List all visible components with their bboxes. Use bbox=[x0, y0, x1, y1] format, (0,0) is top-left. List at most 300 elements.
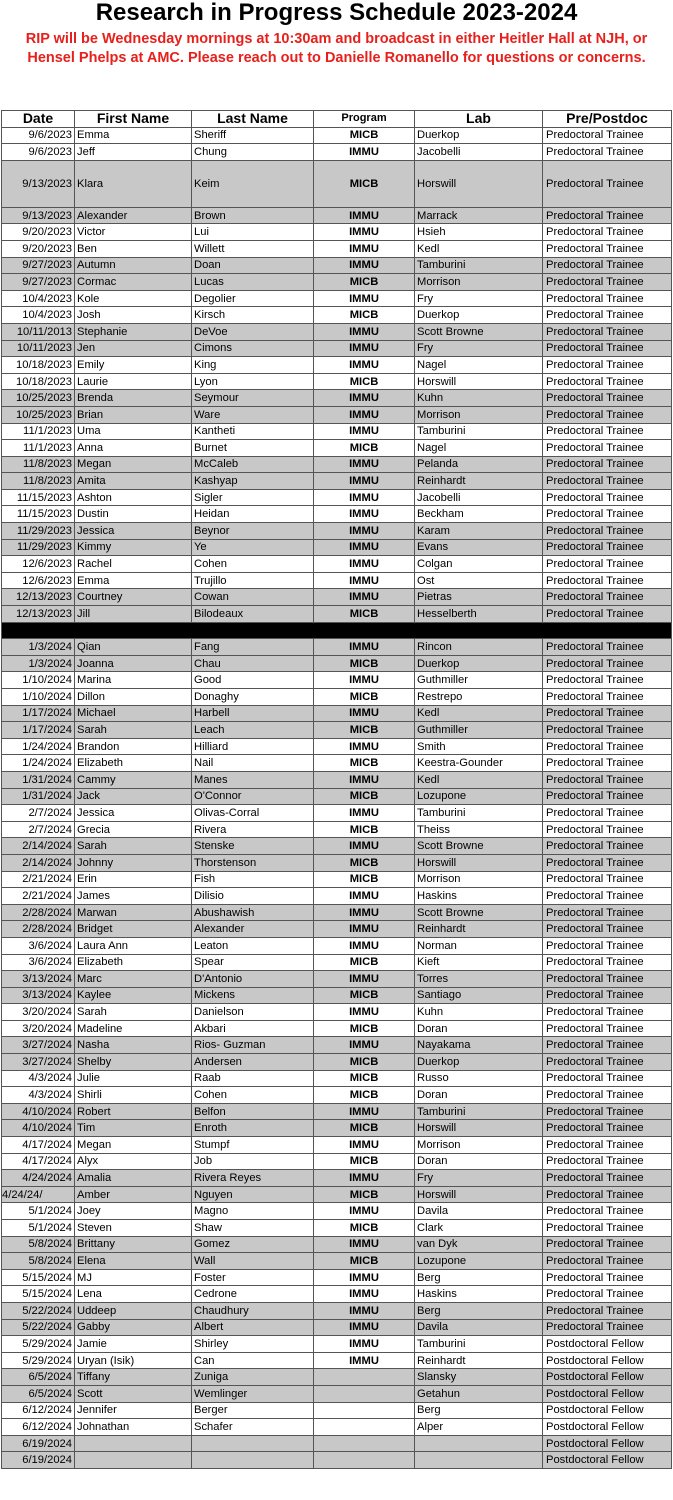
cell-last: Heidan bbox=[192, 506, 314, 523]
cell-lab: Doran bbox=[415, 1087, 543, 1104]
table-row bbox=[2, 639, 672, 656]
cell-program: IMMU bbox=[314, 705, 415, 722]
cell-first: Gabby bbox=[75, 1319, 192, 1336]
cell-lab: Pietras bbox=[415, 589, 543, 606]
table-row bbox=[2, 1120, 672, 1137]
table-row bbox=[2, 971, 672, 988]
cell-lab: Tamburini bbox=[415, 1336, 543, 1353]
cell-first: Megan bbox=[75, 1137, 192, 1154]
cell-first: Tim bbox=[75, 1120, 192, 1137]
cell-lab: Morrison bbox=[415, 274, 543, 291]
table-row bbox=[2, 689, 672, 706]
cell-last: Spear bbox=[192, 954, 314, 971]
cell-first: Jamie bbox=[75, 1336, 192, 1353]
cell-lab: Scott Browne bbox=[415, 323, 543, 340]
cell-last: Zuniga bbox=[192, 1369, 314, 1386]
cell-lab: Smith bbox=[415, 738, 543, 755]
cell-last: King bbox=[192, 357, 314, 374]
cell-last: Fish bbox=[192, 871, 314, 888]
cell-program bbox=[314, 1435, 415, 1452]
cell-program: IMMU bbox=[314, 672, 415, 689]
cell-lab: Beckham bbox=[415, 506, 543, 523]
cell-pre-postdoc: Predoctoral Trainee bbox=[543, 1153, 672, 1170]
cell-last: DeVoe bbox=[192, 323, 314, 340]
table-row bbox=[2, 805, 672, 822]
cell-lab: Reinhardt bbox=[415, 1352, 543, 1369]
cell-lab: Horswill bbox=[415, 1186, 543, 1203]
cell-program: IMMU bbox=[314, 323, 415, 340]
cell-program: MICB bbox=[314, 1020, 415, 1037]
table-row bbox=[2, 788, 672, 805]
cell-last: Manes bbox=[192, 771, 314, 788]
table-row bbox=[2, 1253, 672, 1270]
cell-lab: Nayakama bbox=[415, 1037, 543, 1054]
cell-first: Sarah bbox=[75, 1004, 192, 1021]
cell-lab: Colgan bbox=[415, 556, 543, 573]
cell-last: Gomez bbox=[192, 1236, 314, 1253]
cell-lab: Pelanda bbox=[415, 456, 543, 473]
cell-date: 3/20/2024 bbox=[2, 1004, 75, 1021]
cell-program: IMMU bbox=[314, 1269, 415, 1286]
cell-last: Rivera bbox=[192, 821, 314, 838]
cell-date: 9/6/2023 bbox=[2, 144, 75, 161]
cell-first: Emma bbox=[75, 127, 192, 144]
cell-first: Shirli bbox=[75, 1087, 192, 1104]
cell-first: Laurie bbox=[75, 373, 192, 390]
cell-lab: Horswill bbox=[415, 373, 543, 390]
cell-first: Johnathan bbox=[75, 1419, 192, 1436]
cell-program: MICB bbox=[314, 655, 415, 672]
cell-pre-postdoc: Postdoctoral Fellow bbox=[543, 1369, 672, 1386]
cell-last: O'Connor bbox=[192, 788, 314, 805]
cell-first: Erin bbox=[75, 871, 192, 888]
cell-lab: Lozupone bbox=[415, 788, 543, 805]
cell-program: IMMU bbox=[314, 1004, 415, 1021]
cell-last: Harbell bbox=[192, 705, 314, 722]
cell-pre-postdoc: Predoctoral Trainee bbox=[543, 821, 672, 838]
cell-program bbox=[314, 1402, 415, 1419]
cell-last: Rios- Guzman bbox=[192, 1037, 314, 1054]
cell-program: IMMU bbox=[314, 240, 415, 257]
page-title: Research in Progress Schedule 2023-2024 bbox=[95, 0, 578, 26]
cell-date: 4/3/2024 bbox=[2, 1070, 75, 1087]
cell-pre-postdoc: Predoctoral Trainee bbox=[543, 838, 672, 855]
table-row bbox=[2, 572, 672, 589]
table-row bbox=[2, 224, 672, 241]
cell-date: 12/6/2023 bbox=[2, 556, 75, 573]
cell-program: IMMU bbox=[314, 1319, 415, 1336]
cell-lab: Berg bbox=[415, 1302, 543, 1319]
cell-first: Elizabeth bbox=[75, 755, 192, 772]
cell-date: 3/13/2024 bbox=[2, 987, 75, 1004]
cell-pre-postdoc: Postdoctoral Fellow bbox=[543, 1419, 672, 1436]
cell-lab: Hesselberth bbox=[415, 606, 543, 623]
cell-pre-postdoc: Predoctoral Trainee bbox=[543, 1253, 672, 1270]
cell-pre-postdoc: Predoctoral Trainee bbox=[543, 987, 672, 1004]
cell-last: Willett bbox=[192, 240, 314, 257]
cell-last: Lucas bbox=[192, 274, 314, 291]
cell-last: Lyon bbox=[192, 373, 314, 390]
cell-lab: Torres bbox=[415, 971, 543, 988]
cell-program: IMMU bbox=[314, 589, 415, 606]
cell-pre-postdoc: Postdoctoral Fellow bbox=[543, 1385, 672, 1402]
cell-date: 6/19/2024 bbox=[2, 1452, 75, 1469]
cell-program: MICB bbox=[314, 1087, 415, 1104]
cell-program: MICB bbox=[314, 606, 415, 623]
cell-lab: Getahun bbox=[415, 1385, 543, 1402]
table-row bbox=[2, 705, 672, 722]
cell-pre-postdoc: Postdoctoral Fellow bbox=[543, 1352, 672, 1369]
cell-lab: Jacobelli bbox=[415, 144, 543, 161]
cell-pre-postdoc: Predoctoral Trainee bbox=[543, 755, 672, 772]
cell-pre-postdoc: Predoctoral Trainee bbox=[543, 1004, 672, 1021]
cell-date: 3/6/2024 bbox=[2, 954, 75, 971]
cell-pre-postdoc: Predoctoral Trainee bbox=[543, 523, 672, 540]
cell-date: 10/25/2023 bbox=[2, 390, 75, 407]
cell-lab: Horswill bbox=[415, 1120, 543, 1137]
cell-pre-postdoc: Predoctoral Trainee bbox=[543, 489, 672, 506]
cell-lab: Doran bbox=[415, 1153, 543, 1170]
table-row bbox=[2, 340, 672, 357]
cell-program: IMMU bbox=[314, 523, 415, 540]
cell-first: Kole bbox=[75, 290, 192, 307]
cell-last: Olivas-Corral bbox=[192, 805, 314, 822]
table-row bbox=[2, 655, 672, 672]
table-row bbox=[2, 556, 672, 573]
cell-lab: Duerkop bbox=[415, 307, 543, 324]
cell-pre-postdoc: Predoctoral Trainee bbox=[543, 572, 672, 589]
cell-first: Jill bbox=[75, 606, 192, 623]
cell-pre-postdoc: Postdoctoral Fellow bbox=[543, 1435, 672, 1452]
cell-date: 1/3/2024 bbox=[2, 655, 75, 672]
cell-first: Julie bbox=[75, 1070, 192, 1087]
cell-program: IMMU bbox=[314, 224, 415, 241]
cell-first: Dustin bbox=[75, 506, 192, 523]
cell-date: 6/12/2024 bbox=[2, 1419, 75, 1436]
cell-date: 4/17/2024 bbox=[2, 1137, 75, 1154]
table-row bbox=[2, 1037, 672, 1054]
cell-lab: Jacobelli bbox=[415, 489, 543, 506]
cell-first: Jennifer bbox=[75, 1402, 192, 1419]
cell-program: IMMU bbox=[314, 207, 415, 224]
cell-last: Good bbox=[192, 672, 314, 689]
cell-lab: Lozupone bbox=[415, 1253, 543, 1270]
cell-date: 11/29/2023 bbox=[2, 523, 75, 540]
cell-program: IMMU bbox=[314, 572, 415, 589]
cell-lab: Duerkop bbox=[415, 1054, 543, 1071]
cell-first: Brenda bbox=[75, 390, 192, 407]
cell-program: IMMU bbox=[314, 456, 415, 473]
cell-last: Ware bbox=[192, 406, 314, 423]
cell-program: IMMU bbox=[314, 639, 415, 656]
cell-pre-postdoc: Predoctoral Trainee bbox=[543, 1319, 672, 1336]
cell-first: Jen bbox=[75, 340, 192, 357]
cell-last: Stenske bbox=[192, 838, 314, 855]
cell-date: 2/7/2024 bbox=[2, 805, 75, 822]
cell-pre-postdoc: Predoctoral Trainee bbox=[543, 473, 672, 490]
schedule-body bbox=[2, 127, 672, 1468]
cell-date: 9/27/2023 bbox=[2, 274, 75, 291]
cell-first bbox=[75, 1452, 192, 1469]
header-row bbox=[2, 111, 672, 128]
cell-last: Cohen bbox=[192, 556, 314, 573]
cell-last: Cohen bbox=[192, 1087, 314, 1104]
cell-date: 4/17/2024 bbox=[2, 1153, 75, 1170]
cell-date: 4/24/24/ bbox=[2, 1186, 75, 1203]
cell-program: IMMU bbox=[314, 921, 415, 938]
cell-first: Alexander bbox=[75, 207, 192, 224]
cell-first: Autumn bbox=[75, 257, 192, 274]
cell-program: IMMU bbox=[314, 423, 415, 440]
cell-pre-postdoc: Predoctoral Trainee bbox=[543, 357, 672, 374]
cell-pre-postdoc: Predoctoral Trainee bbox=[543, 506, 672, 523]
cell-lab: Horswill bbox=[415, 160, 543, 207]
cell-date: 12/13/2023 bbox=[2, 606, 75, 623]
cell-date: 2/28/2024 bbox=[2, 921, 75, 938]
cell-date: 2/14/2024 bbox=[2, 838, 75, 855]
table-row bbox=[2, 539, 672, 556]
notice-text: RIP will be Wednesday mornings at 10:30am and broadcast in either Heitler Hall at NJH, or Hensel Phelps at AMC. Please reach out to Danielle Romanello for questions or concerns. bbox=[25, 31, 648, 66]
cell-date: 9/20/2023 bbox=[2, 240, 75, 257]
cell-program: IMMU bbox=[314, 539, 415, 556]
cell-first: Joanna bbox=[75, 655, 192, 672]
cell-first: Lena bbox=[75, 1286, 192, 1303]
cell-program: IMMU bbox=[314, 556, 415, 573]
cell-last: Leach bbox=[192, 722, 314, 739]
cell-first: Uryan (Isik) bbox=[75, 1352, 192, 1369]
cell-last: Chaudhury bbox=[192, 1302, 314, 1319]
cell-program: IMMU bbox=[314, 971, 415, 988]
cell-date: 5/29/2024 bbox=[2, 1336, 75, 1353]
cell-lab: Nagel bbox=[415, 357, 543, 374]
cell-date: 5/22/2024 bbox=[2, 1319, 75, 1336]
cell-first: Elizabeth bbox=[75, 954, 192, 971]
cell-program: IMMU bbox=[314, 1352, 415, 1369]
cell-lab: Clark bbox=[415, 1220, 543, 1237]
cell-lab: Restrepo bbox=[415, 689, 543, 706]
cell-last: Sigler bbox=[192, 489, 314, 506]
cell-last: Alexander bbox=[192, 921, 314, 938]
cell-last: Can bbox=[192, 1352, 314, 1369]
table-row bbox=[2, 473, 672, 490]
cell-program: IMMU bbox=[314, 406, 415, 423]
cell-first: Johnny bbox=[75, 854, 192, 871]
cell-lab: Kuhn bbox=[415, 390, 543, 407]
cell-program: IMMU bbox=[314, 489, 415, 506]
cell-last: Akbari bbox=[192, 1020, 314, 1037]
cell-lab: Berg bbox=[415, 1269, 543, 1286]
cell-first: Cammy bbox=[75, 771, 192, 788]
cell-lab: Keestra-Gounder bbox=[415, 755, 543, 772]
cell-lab: Haskins bbox=[415, 1286, 543, 1303]
cell-first bbox=[75, 1435, 192, 1452]
cell-date: 6/5/2024 bbox=[2, 1385, 75, 1402]
table-row bbox=[2, 771, 672, 788]
cell-date: 9/27/2023 bbox=[2, 257, 75, 274]
cell-pre-postdoc: Predoctoral Trainee bbox=[543, 1236, 672, 1253]
table-row bbox=[2, 373, 672, 390]
cell-last: Job bbox=[192, 1153, 314, 1170]
cell-first: Robert bbox=[75, 1103, 192, 1120]
table-row bbox=[2, 937, 672, 954]
cell-pre-postdoc: Predoctoral Trainee bbox=[543, 738, 672, 755]
cell-last: Leaton bbox=[192, 937, 314, 954]
cell-program: IMMU bbox=[314, 937, 415, 954]
table-row bbox=[2, 755, 672, 772]
cell-date: 6/5/2024 bbox=[2, 1369, 75, 1386]
cell-pre-postdoc: Predoctoral Trainee bbox=[543, 340, 672, 357]
cell-pre-postdoc: Predoctoral Trainee bbox=[543, 274, 672, 291]
cell-lab: Duerkop bbox=[415, 127, 543, 144]
cell-pre-postdoc: Predoctoral Trainee bbox=[543, 937, 672, 954]
cell-program: MICB bbox=[314, 821, 415, 838]
cell-program: MICB bbox=[314, 854, 415, 871]
cell-lab: Scott Browne bbox=[415, 904, 543, 921]
cell-pre-postdoc: Predoctoral Trainee bbox=[543, 290, 672, 307]
cell-last: Chau bbox=[192, 655, 314, 672]
cell-date: 6/19/2024 bbox=[2, 1435, 75, 1452]
cell-lab: Guthmiller bbox=[415, 722, 543, 739]
cell-last: Abushawish bbox=[192, 904, 314, 921]
cell-program: MICB bbox=[314, 440, 415, 457]
cell-program: MICB bbox=[314, 788, 415, 805]
table-row bbox=[2, 921, 672, 938]
cell-first: Courtney bbox=[75, 589, 192, 606]
cell-last: Kirsch bbox=[192, 307, 314, 324]
cell-lab: Marrack bbox=[415, 207, 543, 224]
table-row bbox=[2, 1435, 672, 1452]
table-row bbox=[2, 1186, 672, 1203]
cell-date: 11/15/2023 bbox=[2, 489, 75, 506]
cell-program: IMMU bbox=[314, 357, 415, 374]
cell-date: 11/15/2023 bbox=[2, 506, 75, 523]
cell-date: 1/31/2024 bbox=[2, 788, 75, 805]
cell-lab: Tamburini bbox=[415, 1103, 543, 1120]
cell-last: Rivera Reyes bbox=[192, 1170, 314, 1187]
cell-pre-postdoc: Predoctoral Trainee bbox=[543, 323, 672, 340]
cell-pre-postdoc: Predoctoral Trainee bbox=[543, 1170, 672, 1187]
cell-lab: Ost bbox=[415, 572, 543, 589]
cell-date: 10/4/2023 bbox=[2, 307, 75, 324]
table-row bbox=[2, 1419, 672, 1436]
table-row bbox=[2, 672, 672, 689]
column-header-lab: Lab bbox=[415, 111, 543, 128]
cell-program: MICB bbox=[314, 722, 415, 739]
table-row bbox=[2, 160, 672, 207]
cell-program: IMMU bbox=[314, 904, 415, 921]
cell-pre-postdoc: Predoctoral Trainee bbox=[543, 556, 672, 573]
cell-last: Belfon bbox=[192, 1103, 314, 1120]
cell-pre-postdoc: Predoctoral Trainee bbox=[543, 539, 672, 556]
cell-first: Rachel bbox=[75, 556, 192, 573]
cell-pre-postdoc: Predoctoral Trainee bbox=[543, 805, 672, 822]
table-row bbox=[2, 489, 672, 506]
cell-pre-postdoc: Predoctoral Trainee bbox=[543, 606, 672, 623]
cell-first: Brian bbox=[75, 406, 192, 423]
table-row bbox=[2, 127, 672, 144]
cell-first: Alyx bbox=[75, 1153, 192, 1170]
cell-date: 12/6/2023 bbox=[2, 572, 75, 589]
cell-pre-postdoc: Predoctoral Trainee bbox=[543, 224, 672, 241]
cell-program: IMMU bbox=[314, 1286, 415, 1303]
cell-program: IMMU bbox=[314, 1103, 415, 1120]
table-row bbox=[2, 1385, 672, 1402]
cell-first: Scott bbox=[75, 1385, 192, 1402]
cell-program: IMMU bbox=[314, 771, 415, 788]
table-row bbox=[2, 1302, 672, 1319]
cell-lab: Morrison bbox=[415, 1137, 543, 1154]
cell-pre-postdoc: Predoctoral Trainee bbox=[543, 423, 672, 440]
cell-last: Bilodeaux bbox=[192, 606, 314, 623]
cell-lab: Haskins bbox=[415, 888, 543, 905]
cell-lab: Duerkop bbox=[415, 655, 543, 672]
cell-program: MICB bbox=[314, 274, 415, 291]
cell-date: 1/31/2024 bbox=[2, 771, 75, 788]
cell-pre-postdoc: Predoctoral Trainee bbox=[543, 307, 672, 324]
column-header-first-name: First Name bbox=[75, 111, 192, 128]
cell-date: 5/8/2024 bbox=[2, 1236, 75, 1253]
cell-first: Cormac bbox=[75, 274, 192, 291]
cell-last: Trujillo bbox=[192, 572, 314, 589]
cell-first: Megan bbox=[75, 456, 192, 473]
cell-program: IMMU bbox=[314, 390, 415, 407]
cell-lab: Fry bbox=[415, 340, 543, 357]
cell-lab: Kedl bbox=[415, 705, 543, 722]
cell-date: 10/18/2023 bbox=[2, 357, 75, 374]
cell-pre-postdoc: Predoctoral Trainee bbox=[543, 207, 672, 224]
cell-date: 5/22/2024 bbox=[2, 1302, 75, 1319]
cell-program: IMMU bbox=[314, 1170, 415, 1187]
cell-pre-postdoc: Predoctoral Trainee bbox=[543, 160, 672, 207]
cell-last: Seymour bbox=[192, 390, 314, 407]
cell-date: 3/27/2024 bbox=[2, 1054, 75, 1071]
cell-last: Hilliard bbox=[192, 738, 314, 755]
cell-first: Qian bbox=[75, 639, 192, 656]
cell-date: 11/1/2023 bbox=[2, 440, 75, 457]
cell-pre-postdoc: Predoctoral Trainee bbox=[543, 1186, 672, 1203]
cell-lab: Morrison bbox=[415, 406, 543, 423]
cell-date: 3/20/2024 bbox=[2, 1020, 75, 1037]
cell-lab: Tamburini bbox=[415, 805, 543, 822]
cell-lab: Rincon bbox=[415, 639, 543, 656]
cell-program: IMMU bbox=[314, 805, 415, 822]
cell-pre-postdoc: Predoctoral Trainee bbox=[543, 373, 672, 390]
cell-last: Wall bbox=[192, 1253, 314, 1270]
table-row bbox=[2, 821, 672, 838]
table-row bbox=[2, 1286, 672, 1303]
cell-date: 4/3/2024 bbox=[2, 1087, 75, 1104]
table-row bbox=[2, 1336, 672, 1353]
cell-program: MICB bbox=[314, 1220, 415, 1237]
cell-last: Doan bbox=[192, 257, 314, 274]
cell-pre-postdoc: Predoctoral Trainee bbox=[543, 1286, 672, 1303]
cell-date: 1/17/2024 bbox=[2, 722, 75, 739]
cell-program: MICB bbox=[314, 373, 415, 390]
cell-last: Cedrone bbox=[192, 1286, 314, 1303]
cell-last: Kashyap bbox=[192, 473, 314, 490]
column-header-date: Date bbox=[2, 111, 75, 128]
cell-pre-postdoc: Predoctoral Trainee bbox=[543, 406, 672, 423]
cell-last: Magno bbox=[192, 1203, 314, 1220]
table-row bbox=[2, 888, 672, 905]
cell-date: 5/1/2024 bbox=[2, 1203, 75, 1220]
cell-last: Fang bbox=[192, 639, 314, 656]
cell-program: MICB bbox=[314, 987, 415, 1004]
cell-date: 11/8/2023 bbox=[2, 456, 75, 473]
cell-first: Amber bbox=[75, 1186, 192, 1203]
cell-first: MJ bbox=[75, 1269, 192, 1286]
table-row bbox=[2, 589, 672, 606]
